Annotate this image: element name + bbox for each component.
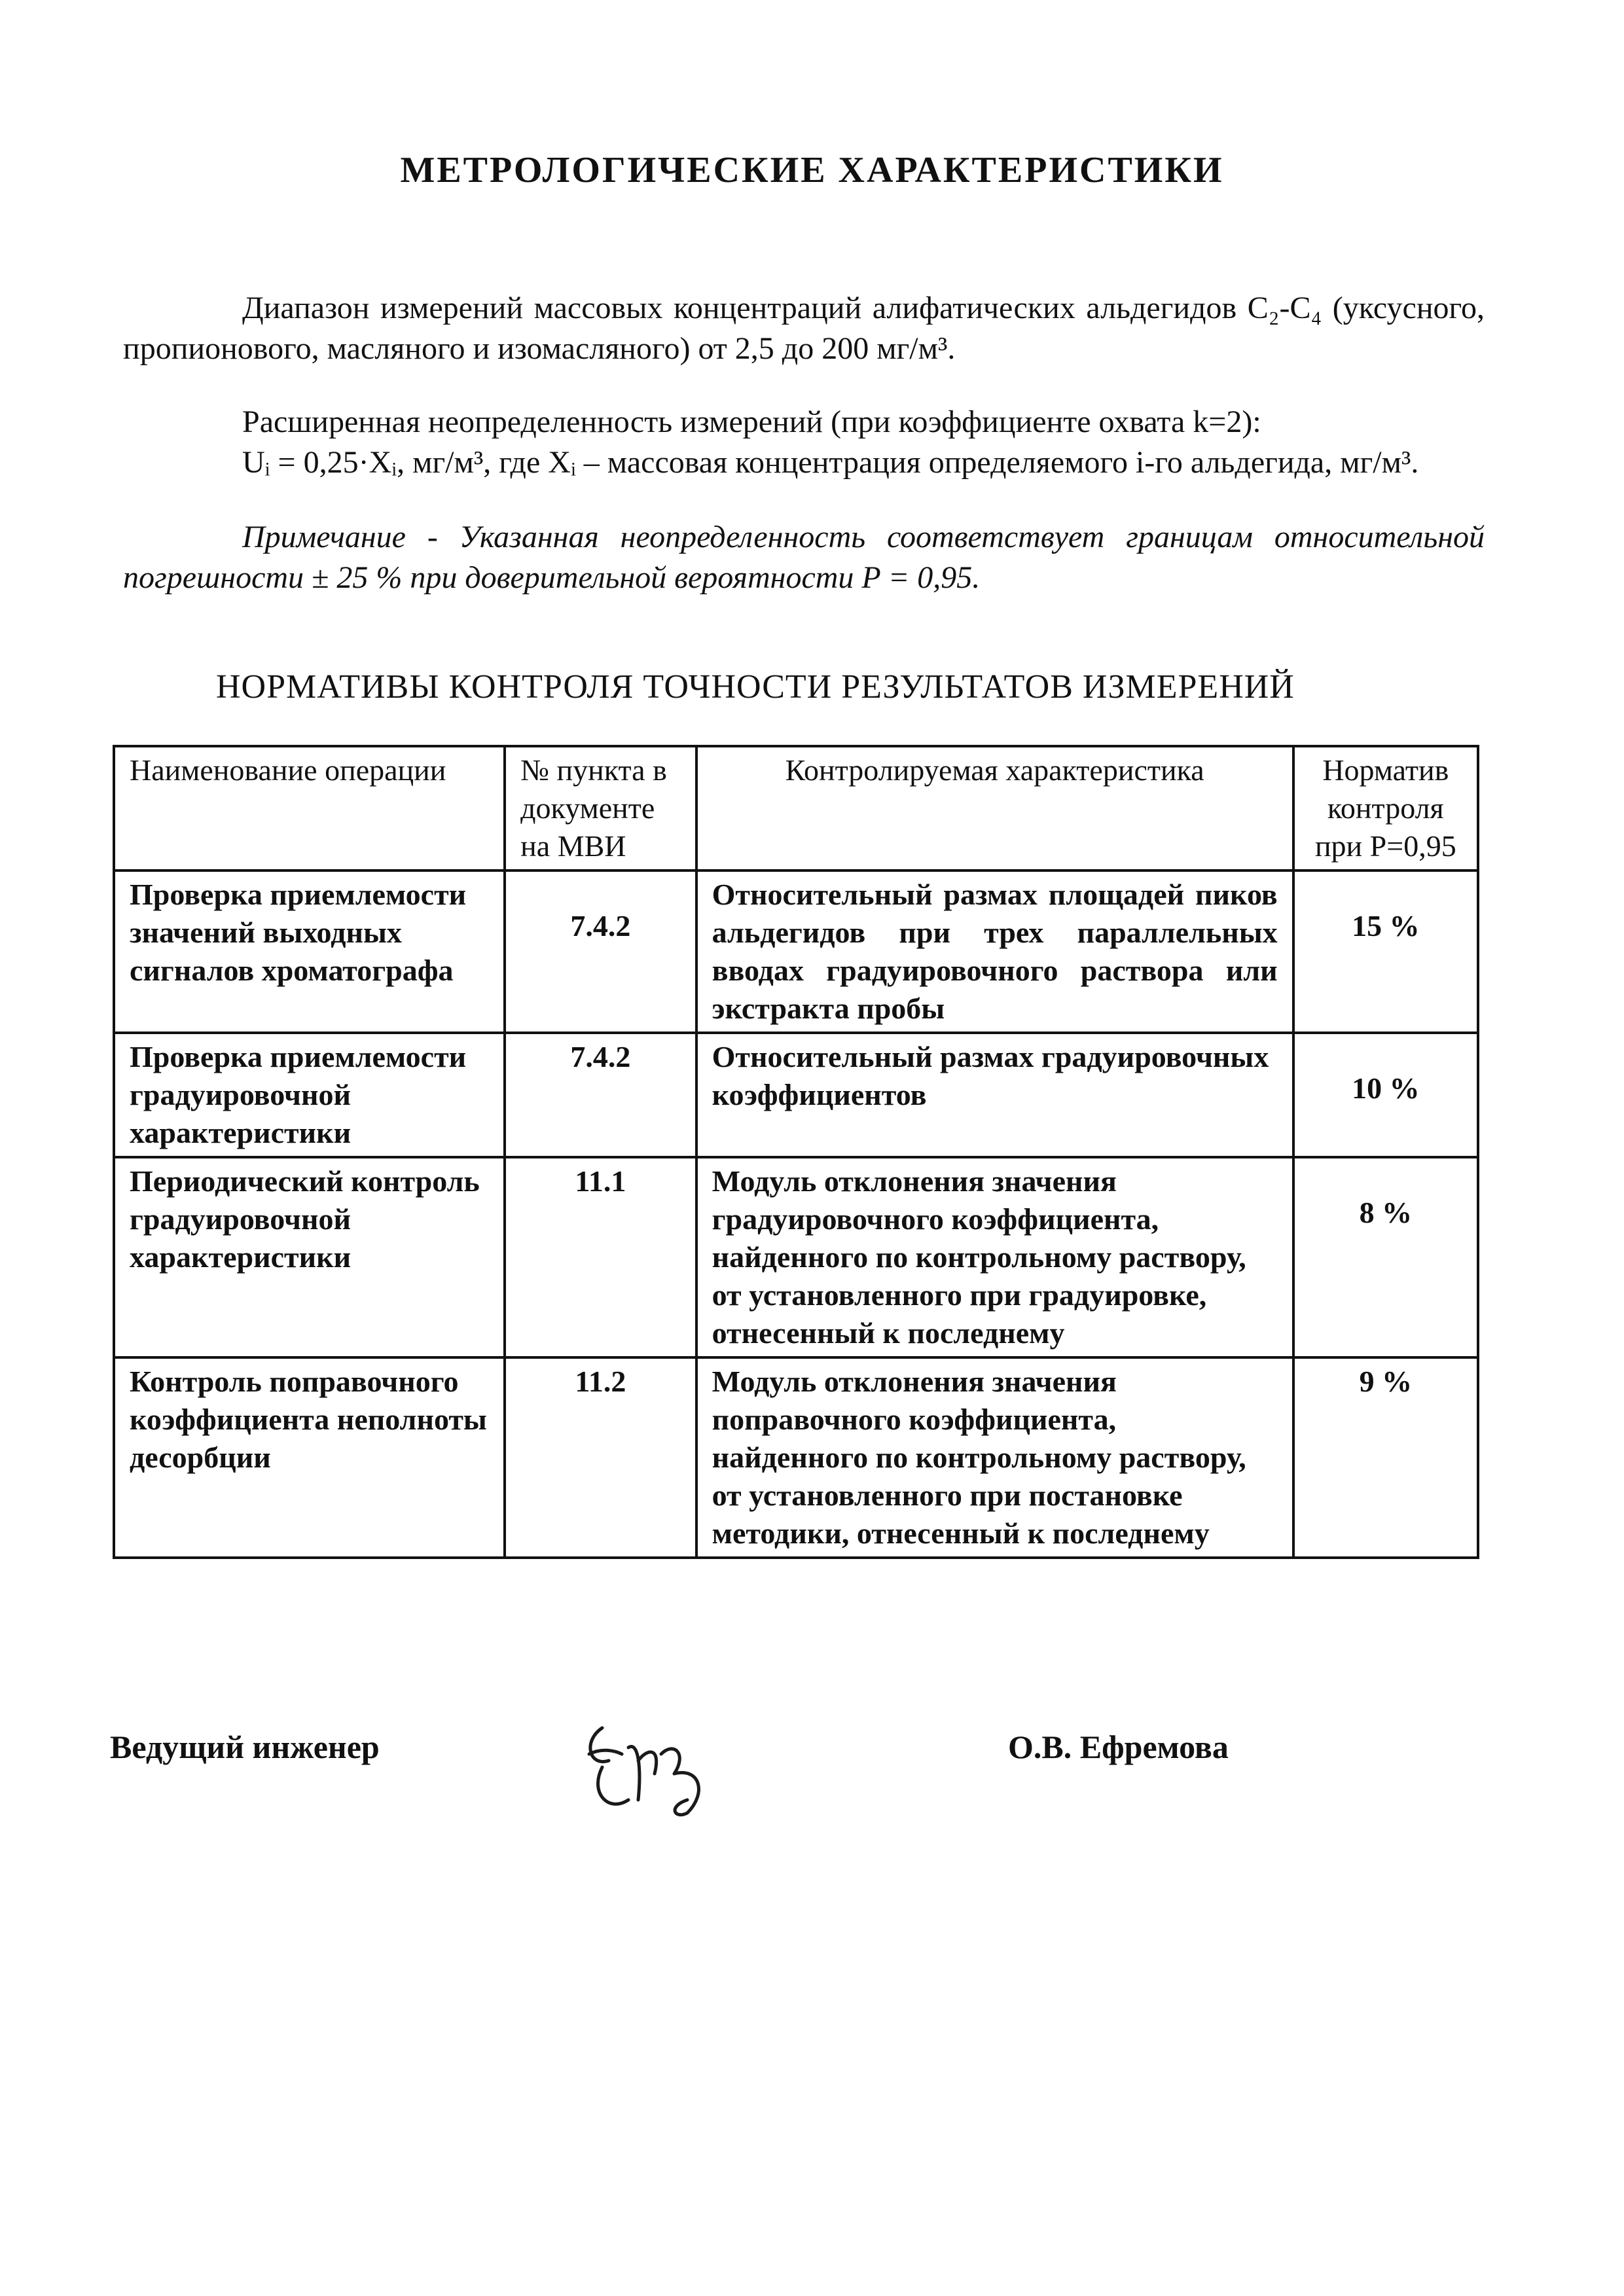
header-characteristic: Контролируемая характеристика bbox=[696, 746, 1293, 870]
note-text: Примечание - Указанная неопределенность соответствует границам относительной погрешности ± 25 % при доверительной вероятности P = 0,95. bbox=[123, 520, 1485, 595]
uncertainty-paragraph bbox=[123, 402, 1485, 483]
signatory-name: О.В. Ефремова bbox=[1008, 1729, 1229, 1765]
signatory-position: Ведущий инженер bbox=[110, 1729, 380, 1765]
cell-clause: 11.1 bbox=[505, 1157, 696, 1357]
cell-operation: Проверка приемлемости градуировочной характеристики bbox=[114, 1033, 505, 1157]
cell-clause: 7.4.2 bbox=[505, 1033, 696, 1157]
table-row bbox=[114, 1357, 1478, 1558]
control-norms-table bbox=[113, 745, 1479, 1559]
table-title: НОРМАТИВЫ КОНТРОЛЯ ТОЧНОСТИ РЕЗУЛЬТАТОВ ИЗМЕРЕНИЙ bbox=[216, 668, 1295, 706]
cell-operation: Проверка приемлемости значений выходных сигналов хроматографа bbox=[114, 870, 505, 1033]
cell-norm: 15 % bbox=[1293, 870, 1478, 1033]
cell-norm: 8 % bbox=[1293, 1157, 1478, 1357]
cell-clause: 7.4.2 bbox=[505, 870, 696, 1033]
header-norm: Норматив контроля при P=0,95 bbox=[1293, 746, 1478, 870]
table-row bbox=[114, 1157, 1478, 1357]
uncertainty-formula: Uᵢ = 0,25·Xᵢ, мг/м³, где Xᵢ – массовая концентрация определяемого i-го альдегида, мг/м³. bbox=[242, 445, 1419, 480]
range-text: Диапазон измерений массовых концентраций алифатических альдегидов С₂-С₄ (уксусного, пропионового, масляного и изомасляного) от 2,5 до 200 мг/м³. bbox=[123, 291, 1485, 366]
header-operation: Наименование операции bbox=[114, 746, 505, 870]
header-clause: № пункта в документе на МВИ bbox=[505, 746, 696, 870]
range-paragraph bbox=[123, 288, 1485, 369]
handwritten-signature bbox=[576, 1702, 733, 1833]
cell-operation: Контроль поправочного коэффициента неполноты десорбции bbox=[114, 1357, 505, 1558]
table-row bbox=[114, 1033, 1478, 1157]
cell-norm: 10 % bbox=[1293, 1033, 1478, 1157]
cell-operation: Периодический контроль градуировочной характеристики bbox=[114, 1157, 505, 1357]
uncertainty-heading: Расширенная неопределенность измерений (при коэффициенте охвата k=2): bbox=[242, 404, 1261, 439]
table-row bbox=[114, 870, 1478, 1033]
cell-characteristic: Относительный размах градуировочных коэффициентов bbox=[696, 1033, 1293, 1157]
note-paragraph bbox=[123, 517, 1485, 598]
page-title: МЕТРОЛОГИЧЕСКИЕ ХАРАКТЕРИСТИКИ bbox=[400, 150, 1224, 190]
cell-characteristic: Модуль отклонения значения градуировочного коэффициента, найденного по контрольному раствору, от установленного при градуировке, отнесенный к последнему bbox=[696, 1157, 1293, 1357]
cell-norm: 9 % bbox=[1293, 1357, 1478, 1558]
cell-clause: 11.2 bbox=[505, 1357, 696, 1558]
cell-characteristic: Относительный размах площадей пиков альдегидов при трех параллельных вводах градуировочного раствора или экстракта пробы bbox=[696, 870, 1293, 1033]
table-header-row bbox=[114, 746, 1478, 870]
cell-characteristic: Модуль отклонения значения поправочного коэффициента, найденного по контрольному раствору, от установленного при постановке методики, отнесенный к последнему bbox=[696, 1357, 1293, 1558]
